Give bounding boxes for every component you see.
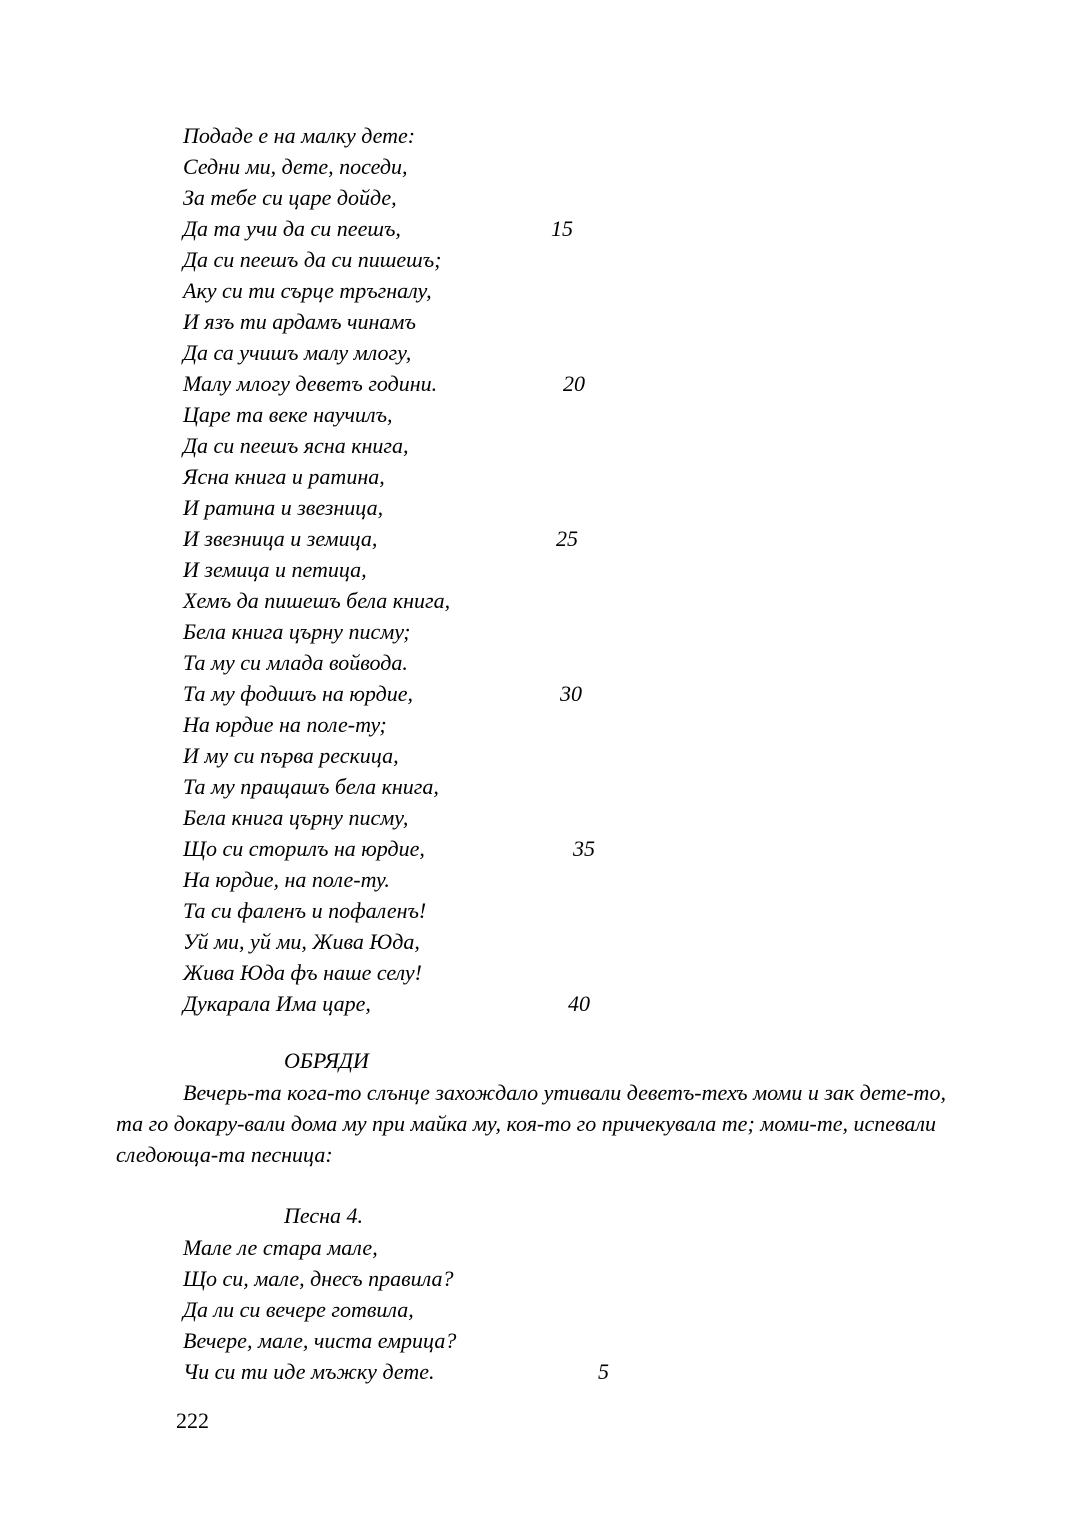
verse-line: [183, 585, 823, 616]
verse-line: [183, 988, 823, 1019]
line-number: 30: [560, 681, 582, 706]
verse-line: [183, 833, 823, 864]
verse-line: [183, 461, 823, 492]
verse-text: Що си, мале, днесъ правила?: [183, 1266, 454, 1291]
verse-text: Що си сторилъ на юрдие,: [183, 836, 425, 861]
verse-text: Жива Юда фъ наше селу!: [183, 960, 422, 985]
verse-line: [183, 337, 823, 368]
verse-text: Да ли си вечере готвила,: [183, 1297, 414, 1322]
line-number: 5: [598, 1359, 609, 1384]
verse-line: [183, 1263, 823, 1294]
verse-line: [183, 1232, 823, 1263]
verse-line: [183, 678, 823, 709]
verse-line: [183, 740, 823, 771]
verse-line: [183, 399, 823, 430]
line-number: 40: [568, 991, 590, 1016]
verse-line: [183, 895, 823, 926]
verse-line: [183, 771, 823, 802]
verse-text: Хемъ да пишешъ бела книга,: [183, 588, 451, 613]
verse-line: [183, 709, 823, 740]
verse-line: [183, 647, 823, 678]
verse-line: [183, 430, 823, 461]
verse-line: [183, 492, 823, 523]
verse-text: Та му пращашъ бела книга,: [183, 774, 439, 799]
verse-text: На юрдие, на поле-ту.: [183, 867, 390, 892]
verse-line: [183, 1294, 823, 1325]
verse-line: [183, 957, 823, 988]
verse-text: Седни ми, дете, поседи,: [183, 154, 408, 179]
verse-line: [183, 554, 823, 585]
line-number: 20: [563, 371, 585, 396]
verse-text: Вечере, мале, чиста емрица?: [183, 1328, 457, 1353]
section-heading: ОБРЯДИ: [284, 1048, 369, 1073]
verse-text: За тебе си царе дойде,: [183, 185, 397, 210]
verse-line: [183, 306, 823, 337]
verse-text: Да са учишъ малу млогу,: [183, 340, 412, 365]
prose-paragraph: Вечерь-та кога-то слънце захождало утивали деветъ-техъ моми и зак дете-то, та го докару-вали дома му при майка му, коя-то го причекувала те; моми-те, испевали следоюща-та песница:: [116, 1080, 946, 1167]
verse-text: Да си пеешъ да си пишешъ;: [183, 247, 442, 272]
line-number: 25: [556, 526, 578, 551]
verse-text: И звезница и земица,: [183, 526, 378, 551]
verse-text: Подаде е на малку дете:: [183, 123, 416, 148]
verse-text: Та му си млада войвода.: [183, 650, 408, 675]
verse-text: Да та учи да си пеешъ,: [183, 216, 401, 241]
verse-line: [183, 523, 823, 554]
verse-text: И язъ ти ардамъ чинамъ: [183, 309, 416, 334]
line-number: 35: [573, 836, 595, 861]
verse-text: Да си пеешъ ясна книга,: [183, 433, 409, 458]
verse-text: Бела книга църну писму,: [183, 805, 409, 830]
line-number: 15: [551, 216, 573, 241]
verse-line: [183, 1356, 823, 1387]
verse-line: [183, 616, 823, 647]
verse-line: [183, 120, 823, 151]
verse-text: Та му фодишъ на юрдие,: [183, 681, 413, 706]
verse-text: И ратина и звезница,: [183, 495, 384, 520]
verse-block-1: [183, 120, 823, 1019]
verse-line: [183, 151, 823, 182]
verse-block-2: [183, 1232, 823, 1387]
verse-text: Та си фаленъ и пофаленъ!: [183, 898, 427, 923]
verse-line: [183, 368, 823, 399]
verse-text: И земица и петица,: [183, 557, 367, 582]
verse-line: [183, 275, 823, 306]
song-title: Песна 4.: [284, 1203, 364, 1228]
verse-text: Царе та веке научилъ,: [183, 402, 393, 427]
verse-text: Бела книга църну писму;: [183, 619, 411, 644]
verse-line: [183, 864, 823, 895]
verse-line: [183, 1325, 823, 1356]
verse-text: На юрдие на поле-ту;: [183, 712, 387, 737]
verse-text: Чи си ти иде мъжку дете.: [183, 1359, 435, 1384]
verse-line: [183, 802, 823, 833]
verse-text: И му си първа рескица,: [183, 743, 399, 768]
verse-line: [183, 213, 823, 244]
verse-text: Ясна книга и ратина,: [183, 464, 385, 489]
verse-line: [183, 926, 823, 957]
verse-text: Мале ле стара мале,: [183, 1235, 378, 1260]
verse-text: Уй ми, уй ми, Жива Юда,: [183, 929, 420, 954]
verse-text: Дукарала Има царе,: [183, 991, 371, 1016]
verse-line: [183, 244, 823, 275]
verse-text: Малу млогу деветъ години.: [183, 371, 438, 396]
page-number: 222: [176, 1408, 209, 1433]
verse-text: Аку си ти сърце тръгналу,: [183, 278, 432, 303]
verse-line: [183, 182, 823, 213]
